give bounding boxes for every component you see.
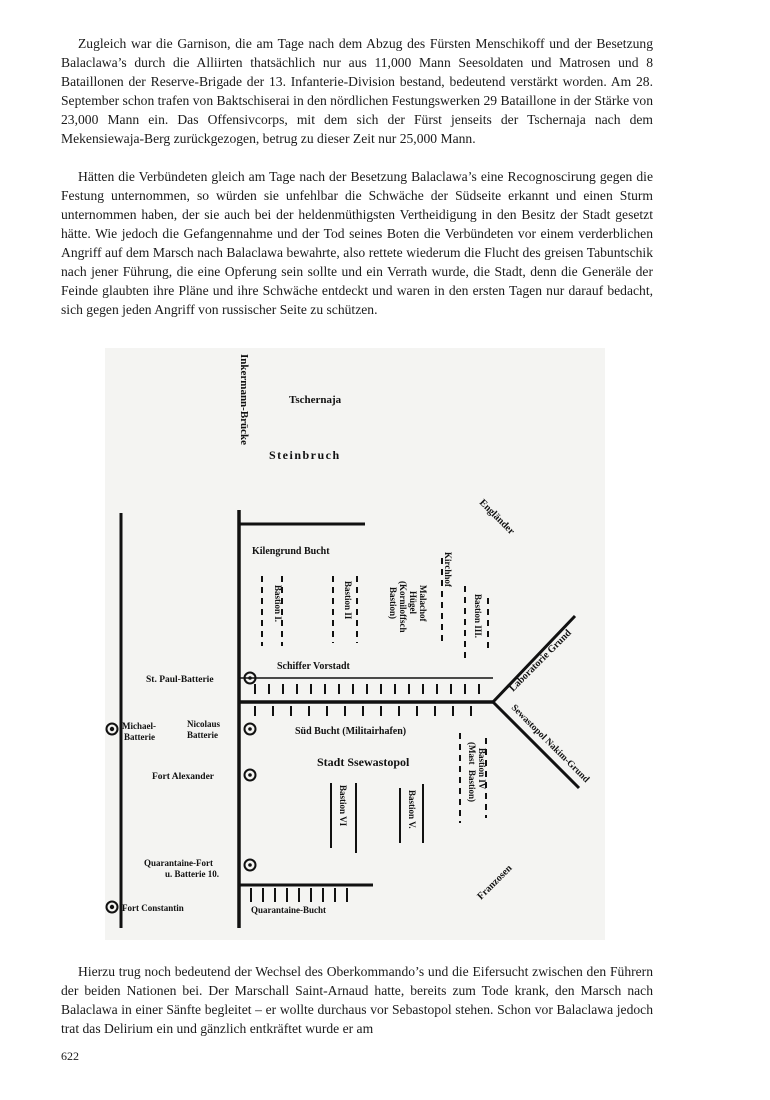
label-kilengrund-bucht: Kilengrund Bucht	[252, 546, 330, 557]
label-schiffer-vorstadt: Schiffer Vorstadt	[277, 661, 350, 672]
label-kirchhof: Kirchhof	[443, 552, 453, 587]
label-fort-alexander: Fort Alexander	[152, 772, 215, 782]
label-sewastopol-grund: Sewastopol Nakim-Grund	[508, 703, 591, 785]
label-batterie-10: u. Batterie 10.	[165, 869, 219, 879]
label-st-paul-batterie: St. Paul-Batterie	[146, 675, 214, 685]
label-laboratorie-grund: Laboratorie Grund	[507, 627, 574, 695]
label-bastion-6: Bastion VI	[338, 785, 348, 827]
label-malachof: Malachof	[418, 585, 428, 622]
paragraph-3: Hierzu trug noch bedeutend der Wechsel des Oberkommando’s und die Eifersucht zwischen den Führern der beiden Nationen bei. Der Marschall Saint-Arnaud hatte, bereits zum Tode krank, den Marsch nach Balaclawa in einer Sänfte begleitet – er wollte durchaus vor Sebastopol stehen. Schon vor Balaclawa jedoch trat das Delirium ein und gänzlich entkräftet wurde er am	[61, 964, 653, 1036]
label-franzosen: Franzosen	[475, 862, 515, 903]
label-bastion-1: Bastion I.	[273, 585, 283, 623]
label-stadt-ssewastopol: Stadt Ssewastopol	[317, 755, 410, 769]
label-englaender: Engländer	[476, 497, 517, 537]
label-bastion-2: Bastion II	[343, 581, 353, 620]
fortress-map	[105, 348, 605, 940]
label-quarantaine-bucht: Quarantaine-Bucht	[251, 905, 327, 915]
label-bastion-4: Bastion IV	[477, 748, 487, 790]
label-nicolaus-batterie-2: Batterie	[187, 730, 218, 740]
label-michael-batterie-1: Michael-	[122, 721, 156, 731]
label-mast-bastion: Bastion)	[467, 770, 477, 803]
label-inkermann-bridge: Inkermann-Brücke	[238, 354, 250, 446]
fortress-map-drawing	[105, 348, 605, 940]
paragraph-2: Hätten die Verbündeten gleich am Tage nach der Besetzung Balaclawa’s eine Recognoscirung gegen die Festung unternommen, so würden sie unfehlbar die Schwäche der Südseite erkannt und einen Sturm unternommen haben, der sie auch bei der heldenmüthigsten Vertheidigung in den Besitz der Stadt gesetzt hätte. Wie jedoch die Gefangennahme und der Tod seines Boten die Verbündeten vor einem verderblichen Angriff auf dem Marsch nach Balaclawa bewahrte, also rettete wiederum die Flucht des greisen Tabuntschik nach jener Führung, die eine Opferung sein sollte und ein Verrath wurde, die Stadt, denn die Generäle der Feinde glaubten ihre Pläne und ihre Schwäche entdeckt und waren in den ersten Tagen nur darauf bedacht, sich gegen jeden Angriff von russischer Seite zu schützen.	[61, 169, 653, 317]
label-bastion-3: Bastion III.	[473, 594, 483, 639]
label-steinbruch: Steinbruch	[269, 448, 341, 462]
label-bastion-5: Bastion V.	[407, 790, 417, 829]
label-huegel: Hügel	[408, 591, 418, 615]
label-mast: (Mast	[467, 742, 477, 765]
label-michael-batterie-2: Batterie	[124, 732, 155, 742]
label-tschernaja: Tschernaja	[289, 394, 342, 406]
paragraph-1: Zugleich war die Garnison, die am Tage nach dem Abzug des Fürsten Menschikoff und der Besetzung Balaclawa’s durch die Alliirten thatsächlich nur aus 11,000 Mann Seesoldaten und Matrosen und 8 Bataillonen der Reserve-Brigade der 13. Infanterie-Division bestand, bedeutend verstärkt worden. Am 28. September schon trafen von Baktschiserai in den nördlichen Festungswerken 29 Bataillone in der Stärke von 23,000 Mann ein. Das Offensivcorps, mit dem sich der Fürst jenseits der Tschernaja nach dem Mekensiewaja-Berg zurückgezogen, betrug zu dieser Zeit nur 25,000 Mann.	[61, 36, 653, 146]
label-korniloff: (Korniloffsch	[398, 581, 408, 633]
page-number: 622	[61, 1049, 79, 1063]
label-quarantaine-fort: Quarantaine-Fort	[144, 858, 213, 868]
label-nicolaus-batterie-1: Nicolaus	[187, 719, 221, 729]
label-fort-constantin: Fort Constantin	[122, 903, 184, 913]
label-korniloff-bastion: Bastion)	[388, 587, 398, 620]
label-sued-bucht: Süd Bucht (Militairhafen)	[295, 726, 407, 737]
